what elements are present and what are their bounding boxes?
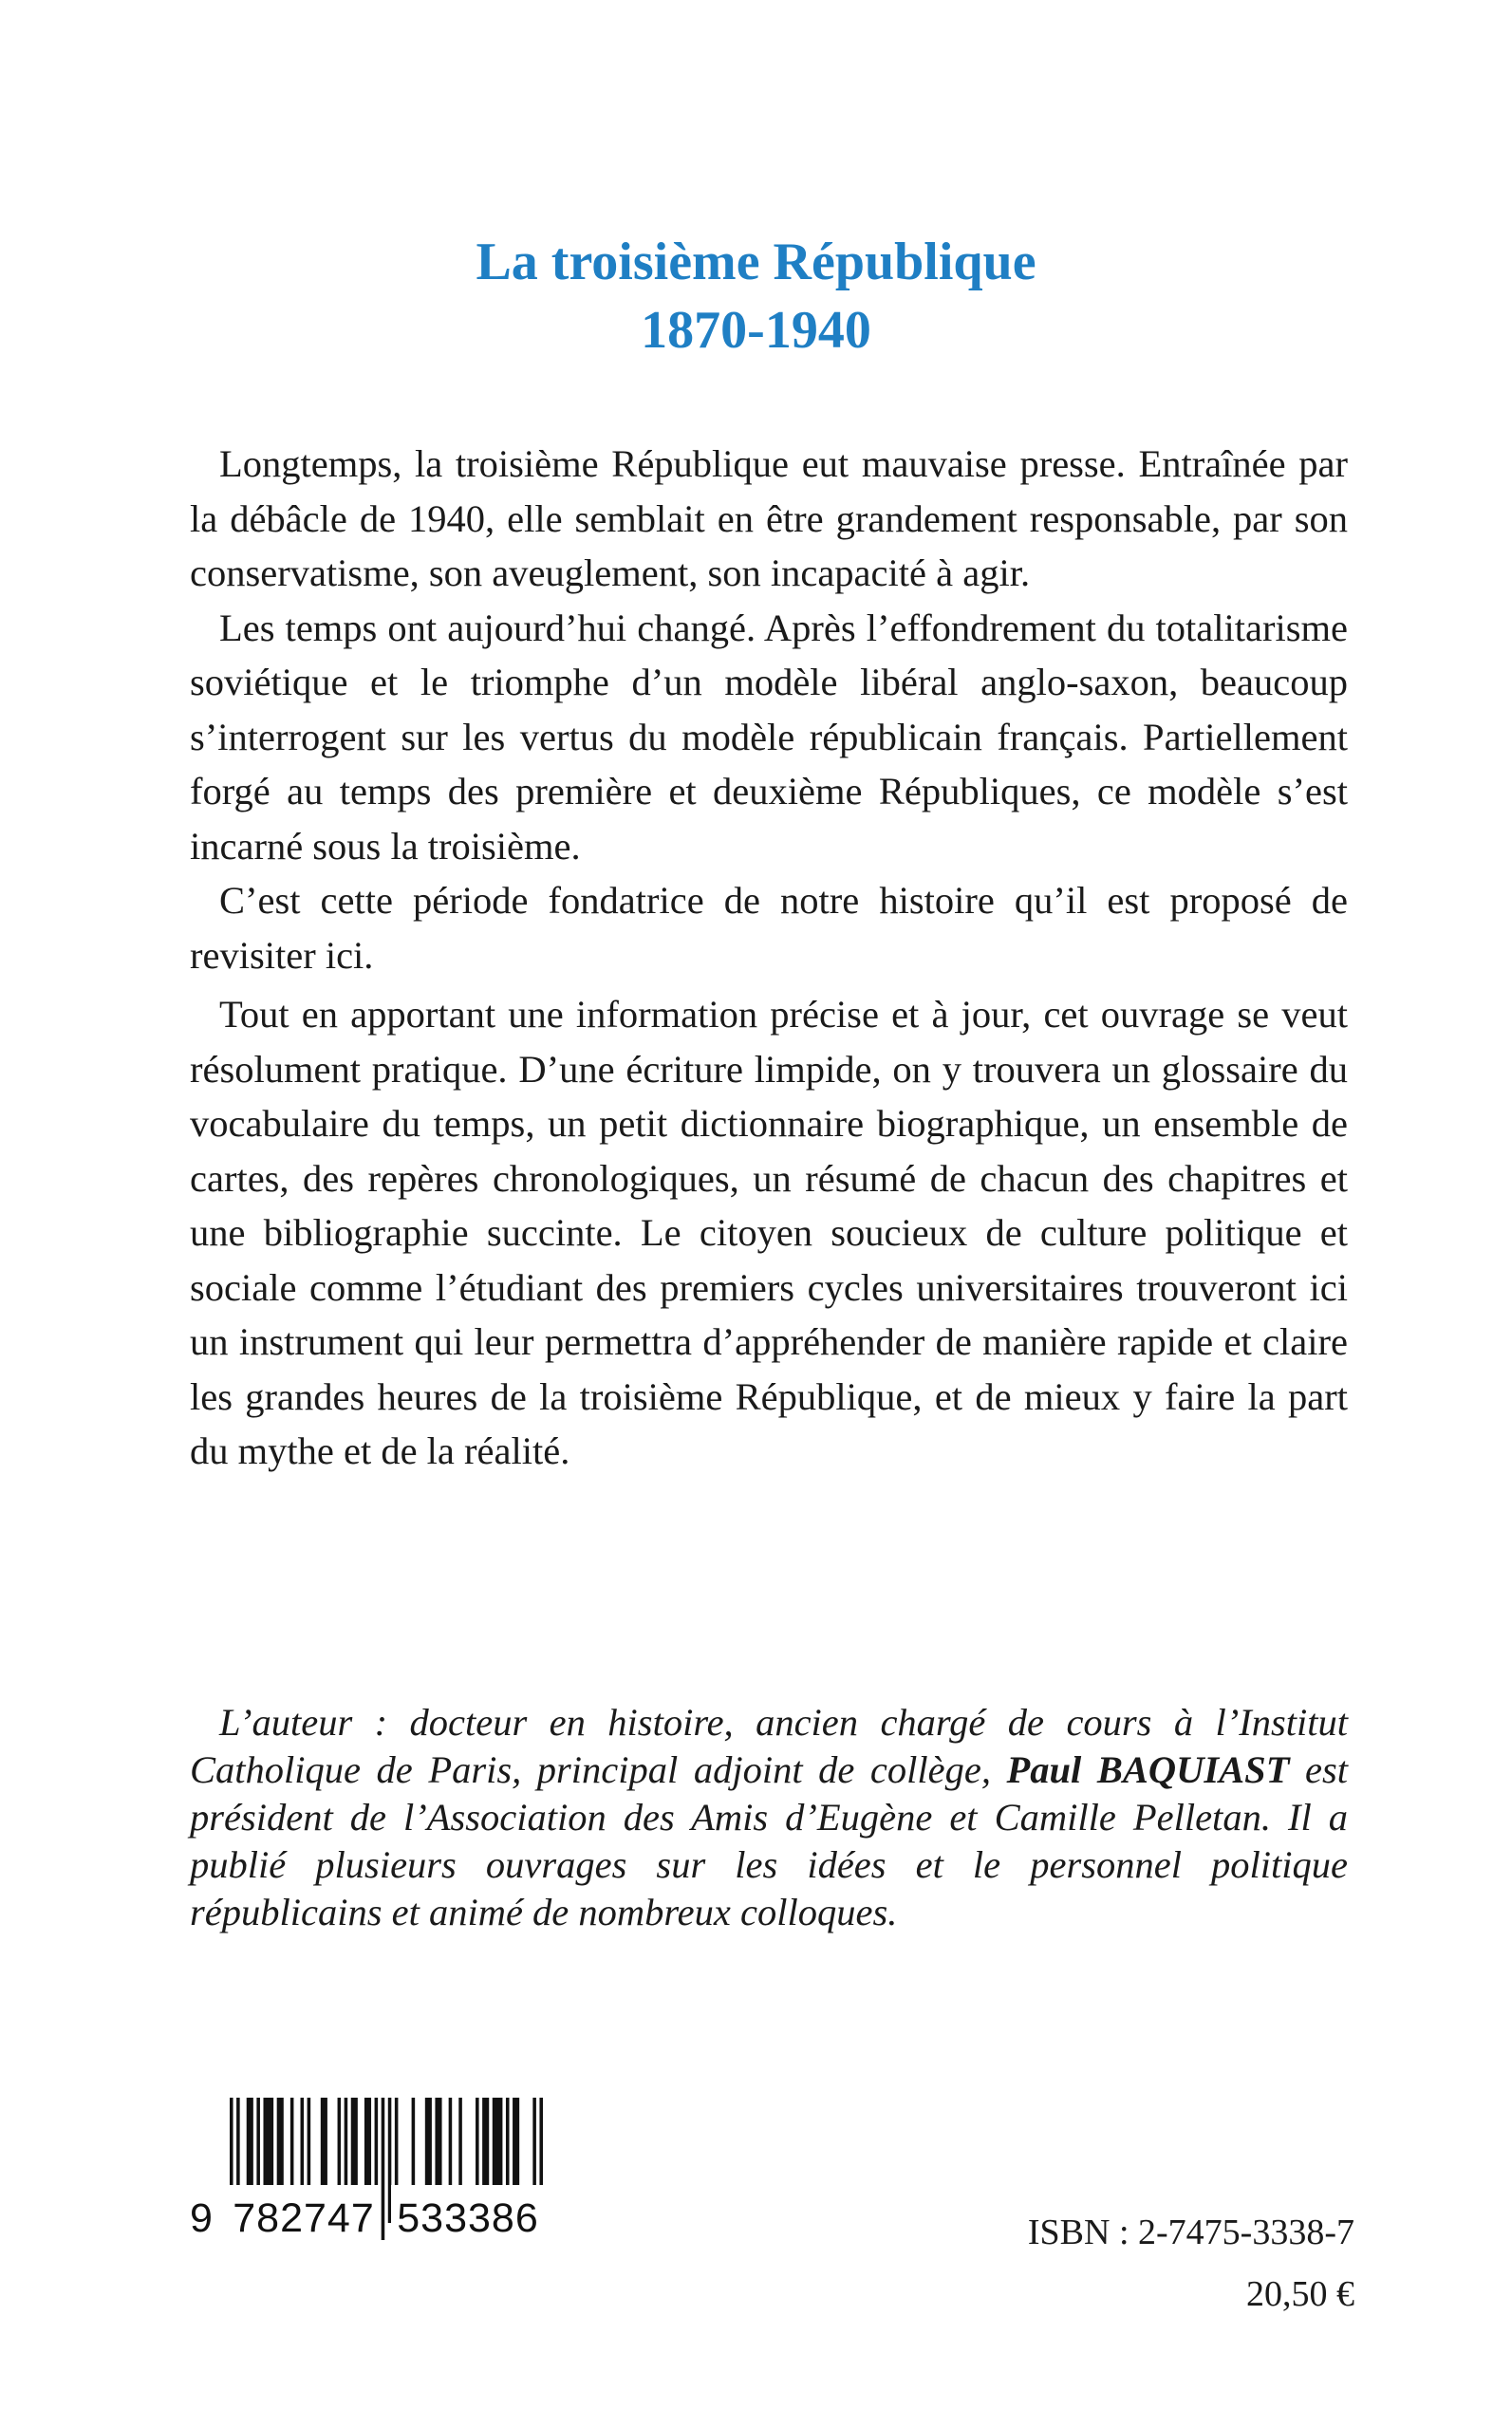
paragraph: Les temps ont aujourd’hui changé. Après l’effondrement du totalitarisme soviétique et le triomphe d’un modèle libéral anglo-saxon, beaucoup s’interrogent sur les vertus du modèle républicain français. Partiellement forgé au temps des première et deuxième Républiques, ce modèle s’est incarné sous la troisième.	[190, 606, 1348, 868]
paragraph: Longtemps, la troisième République eut mauvaise presse. Entraînée par la débâcle de 1940, elle semblait en être grandement responsable, par son conservatisme, son aveuglement, son incapacité à agir.	[190, 442, 1348, 594]
barcode-group-2: 533386	[391, 2185, 545, 2251]
book-period: 1870-1940	[641, 301, 871, 360]
paragraph: Tout en apportant une information précise et à jour, cet ouvrage se veut résolument pratique. D’une écriture limpide, on y trouvera un glossaire du vocabulaire du temps, un petit dictionnaire biographique, un ensemble de cartes, des repères chronologiques, un résumé de chacun des chapitres et une bibliographie succinte. Le citoyen soucieux de culture politique et sociale comme l’étudiant des premiers cycles universitaires trouveront ici un instrument qui leur permettra d’appréhender de manière rapide et claire les grandes heures de la troisième République, et de mieux y faire la part du mythe et de la réalité.	[190, 993, 1348, 1472]
price: 20,50 €	[1246, 2274, 1354, 2314]
description-block-2	[190, 987, 1348, 1479]
author-bio-rest: est président de l’Association des Amis d’Eugène et Camille Pelletan. Il a publié plusieurs ouvrages sur les idées et le personnel politique républicains et animé de nombreux colloques.	[190, 1748, 1348, 1933]
author-bio	[190, 1699, 1348, 1936]
barcode-group-1: 782747	[228, 2185, 380, 2251]
isbn: ISBN : 2-7475-3338-7	[1027, 2213, 1354, 2252]
author-name: Paul BAQUIAST	[1006, 1748, 1290, 1791]
author-bio-intro: L’auteur : docteur en histoire, ancien chargé de cours à l’Institut Catholique de Paris, principal adjoint de collège,	[190, 1701, 1348, 1791]
barcode-first-digit: 9	[190, 2195, 214, 2241]
book-title: La troisième République	[476, 233, 1036, 291]
barcode-digits	[190, 2185, 555, 2251]
description-block-1	[190, 437, 1348, 982]
paragraph: C’est cette période fondatrice de notre histoire qu’il est proposé de revisiter ici.	[190, 879, 1348, 977]
